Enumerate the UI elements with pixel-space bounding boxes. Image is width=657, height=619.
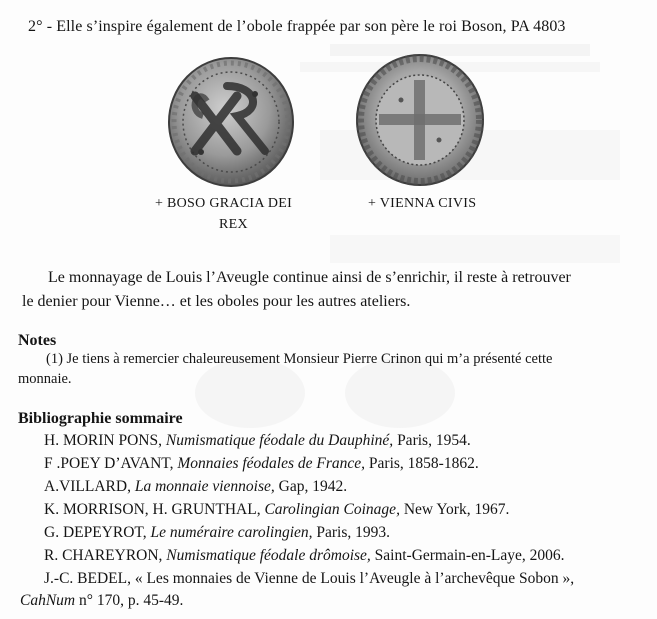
notes-body xyxy=(18,349,638,389)
bibliography-entry-continuation: CahNum n° 170, p. 45-49. xyxy=(20,592,184,609)
coin-obverse-image xyxy=(167,56,295,188)
notes-heading: Notes xyxy=(18,332,57,349)
paragraph-line: le denier pour Vienne… et les oboles pour les autres ateliers. xyxy=(22,293,411,310)
coin-obverse-legend-continued: REX xyxy=(219,217,248,232)
body-paragraph xyxy=(22,266,634,314)
bibliography-entry: A.VILLARD, La monnaie viennoise, Gap, 1942. xyxy=(44,478,348,495)
bibliography-entry: F .POEY D’AVANT, Monnaies féodales de France, Paris, 1858-1862. xyxy=(44,455,479,472)
bibliography-entry: H. MORIN PONS, Numismatique féodale du Dauphiné, Paris, 1954. xyxy=(44,432,471,449)
bleed-through-text xyxy=(330,235,620,263)
figure-caption: 2° - Elle s’inspire également de l’obole frappée par son père le roi Boson, PA 4803 xyxy=(28,18,566,35)
bibliography-entry: J.-C. BEDEL, « Les monnaies de Vienne de Louis l’Aveugle à l’archevêque Sobon », xyxy=(44,570,575,587)
bibliography-heading: Bibliographie sommaire xyxy=(18,410,183,427)
bibliography-entry: R. CHAREYRON, Numismatique féodale drômoise, Saint-Germain-en-Laye, 2006. xyxy=(44,547,565,564)
note-line: monnaie. xyxy=(18,371,72,387)
paragraph-line: Le monnayage de Louis l’Aveugle continue ainsi de s’enrichir, il reste à retrouver xyxy=(48,269,571,286)
note-line: (1) Je tiens à remercier chaleureusement Monsieur Pierre Crinon qui m’a présenté cette xyxy=(46,351,553,367)
coin-reverse-image xyxy=(355,54,486,187)
coin-obverse-legend: + BOSO GRACIA DEI xyxy=(155,196,293,211)
bibliography-entry: G. DEPEYROT, Le numéraire carolingien, Paris, 1993. xyxy=(44,524,391,541)
bibliography-entry: K. MORRISON, H. GRUNTHAL, Carolingian Coinage, New York, 1967. xyxy=(44,501,510,518)
coin-reverse-legend: + VIENNA CIVIS xyxy=(368,196,477,211)
